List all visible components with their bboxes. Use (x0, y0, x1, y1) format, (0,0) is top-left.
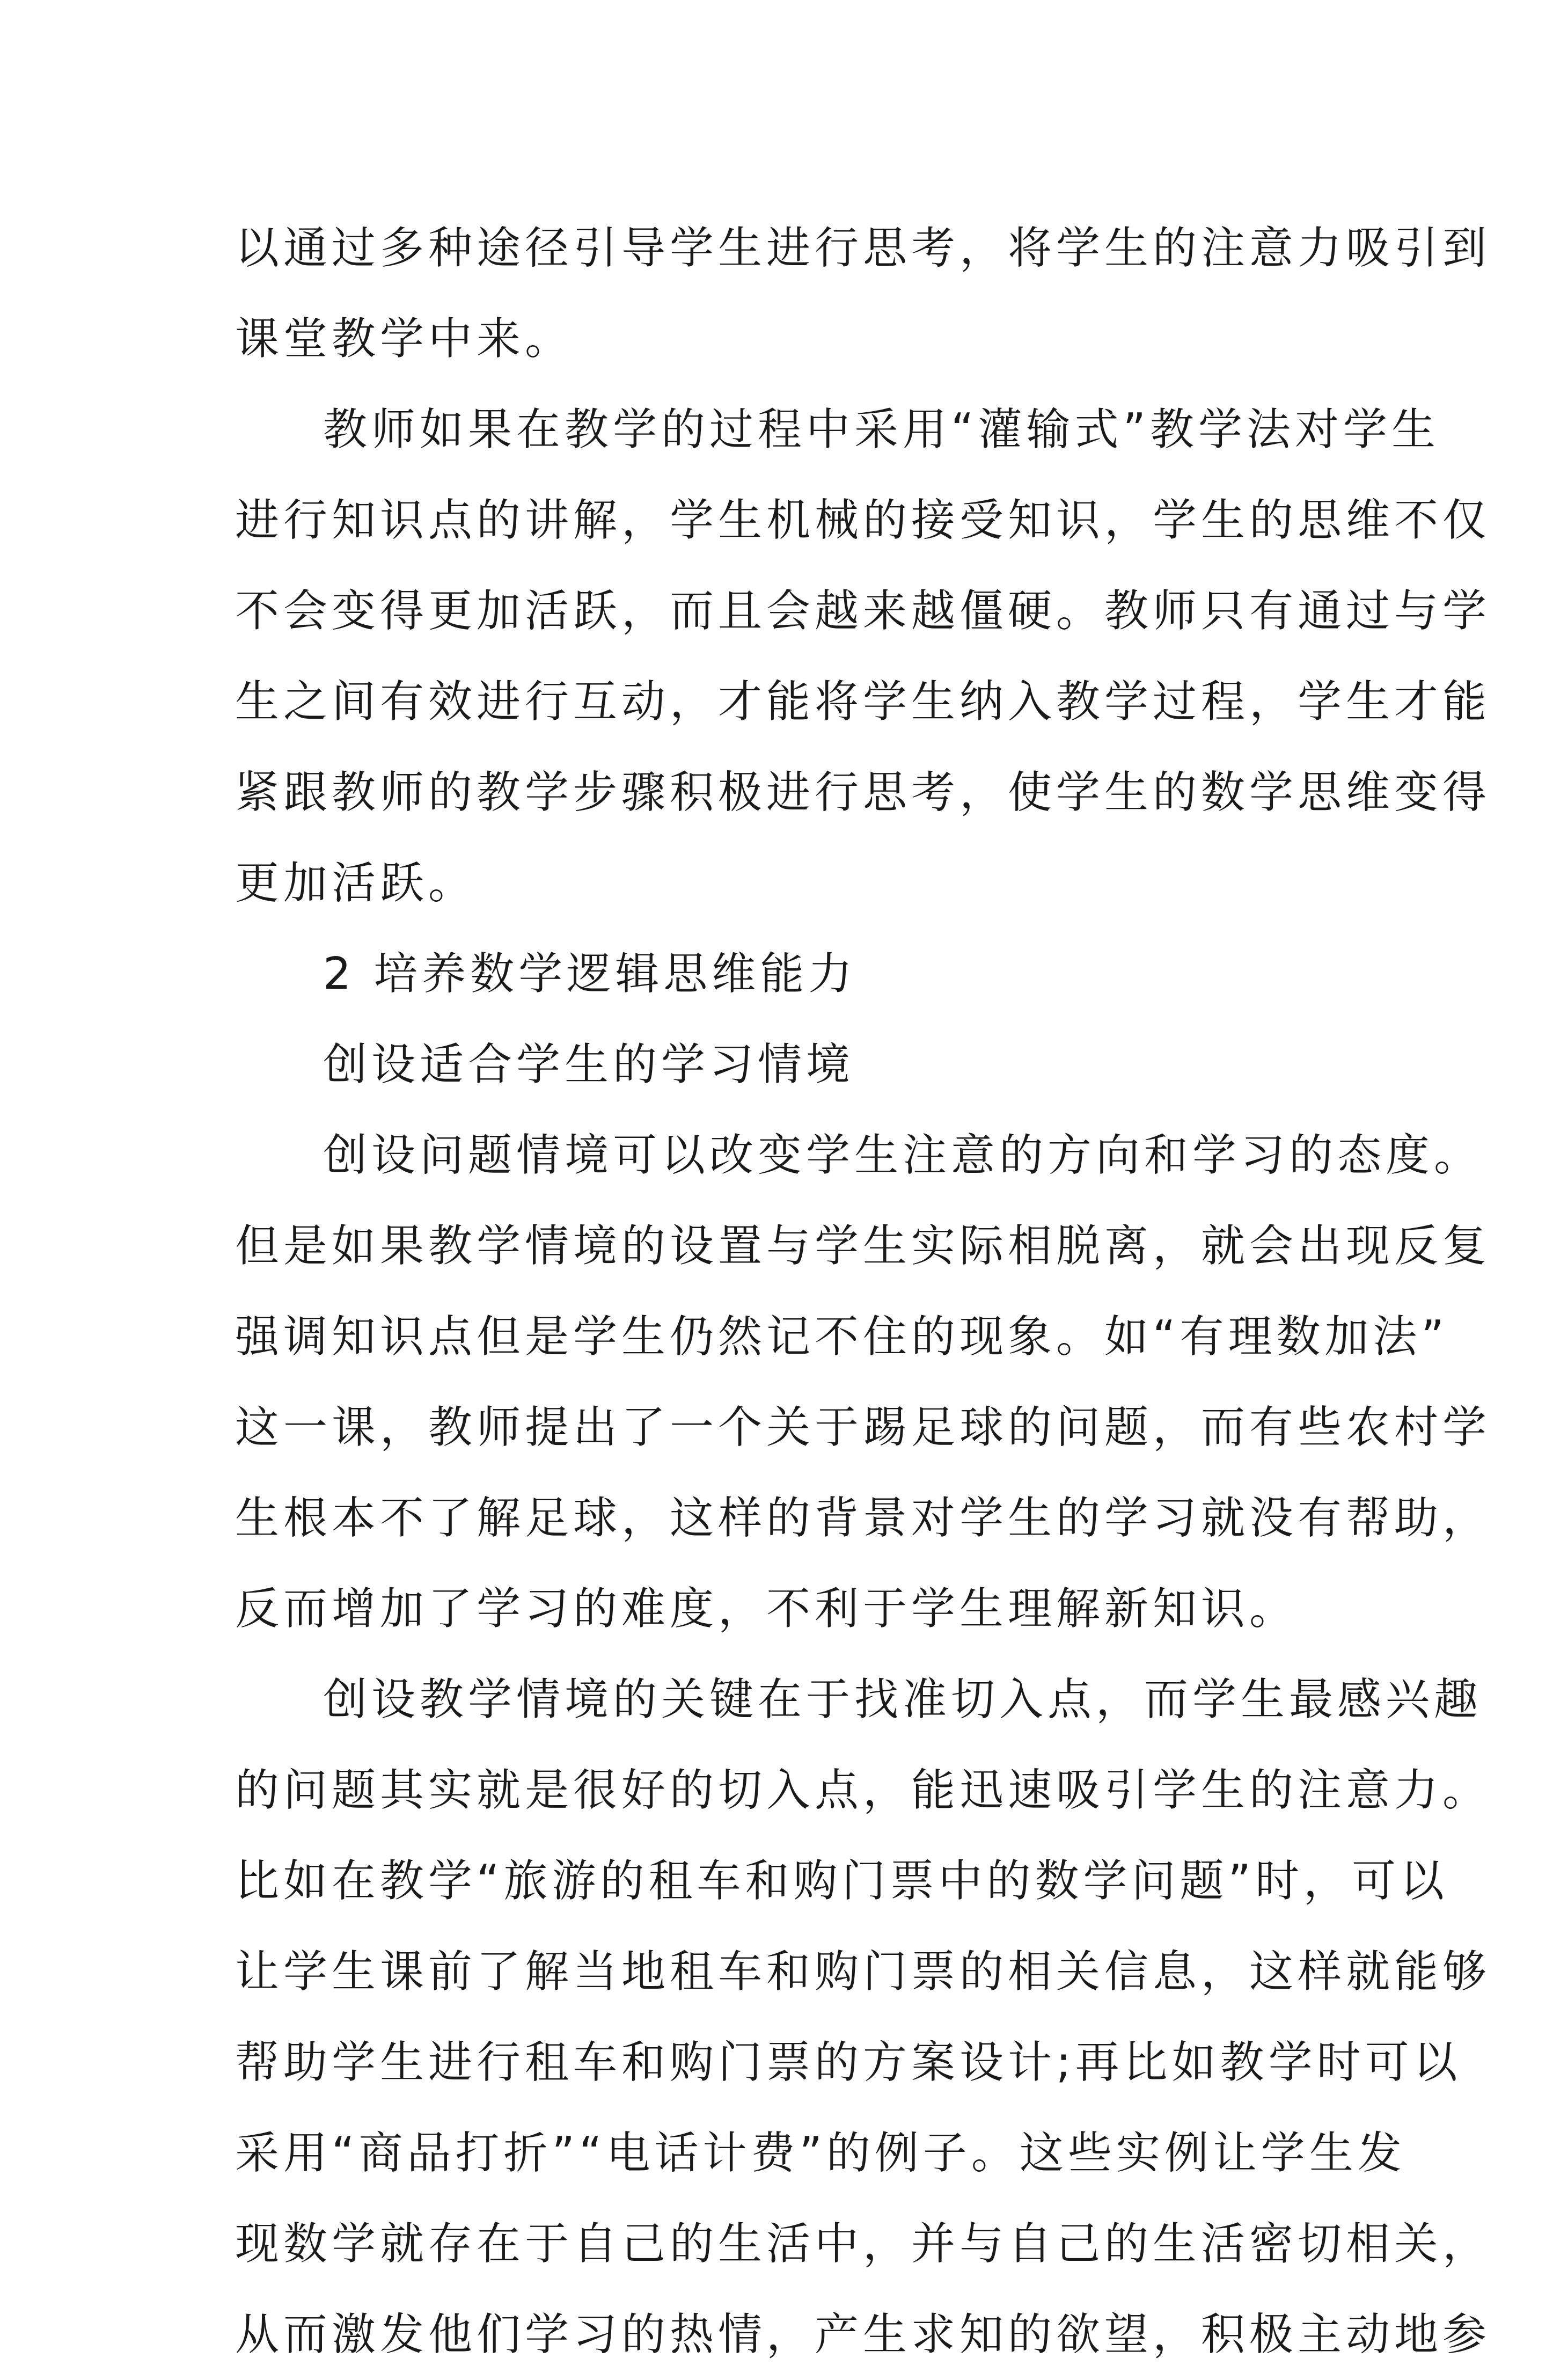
paragraph-line: 创设教学情境的关键在于找准切入点，而学生最感兴趣 (323, 1674, 1483, 1725)
paragraph-line: 这一课，教师提出了一个关于踢足球的问题，而有些农村学 (235, 1402, 1491, 1453)
paragraph-line: 的问题其实就是很好的切入点，能迅速吸引学生的注意力。 (235, 1765, 1491, 1816)
paragraph-line: 让学生课前了解当地租车和购门票的相关信息，这样就能够 (235, 1946, 1491, 1997)
paragraph-line: 帮助学生进行租车和购门票的方案设计;再比如教学时可以 (235, 2037, 1462, 2088)
paragraph-line: 进行知识点的讲解，学生机械的接受知识，学生的思维不仅 (235, 495, 1491, 546)
paragraph-line: 生根本不了解足球，这样的背景对学生的学习就没有帮助， (235, 1493, 1491, 1544)
paragraph-line: 课堂教学中来。 (235, 313, 574, 364)
paragraph-line: 反而增加了学习的难度，不利于学生理解新知识。 (235, 1583, 1298, 1634)
paragraph-line: 现数学就存在于自己的生活中，并与自己的生活密切相关， (235, 2218, 1491, 2269)
paragraph-line: 更加活跃。 (235, 858, 477, 909)
paragraph-line: 比如在教学“旅游的租车和购门票中的数学问题”时，可以 (235, 1856, 1448, 1907)
paragraph-line: 以通过多种途径引导学生进行思考，将学生的注意力吸引到 (235, 223, 1491, 274)
paragraph-line: 但是如果教学情境的设置与学生实际相脱离，就会出现反复 (235, 1221, 1491, 1272)
subsection-heading: 创设适合学生的学习情境 (323, 1039, 855, 1090)
section-heading: 2 培养数学逻辑思维能力 (323, 948, 857, 999)
paragraph-line: 教师如果在教学的过程中采用“灌输式”教学法对学生 (323, 404, 1440, 455)
paragraph-line: 不会变得更加活跃，而且会越来越僵硬。教师只有通过与学 (235, 586, 1491, 637)
paragraph-line: 采用“商品打折”“电话计费”的例子。这些实例让学生发 (235, 2128, 1406, 2179)
paragraph-line: 紧跟教师的教学步骤积极进行思考，使学生的数学思维变得 (235, 767, 1491, 818)
paragraph-line: 创设问题情境可以改变学生注意的方向和学习的态度。 (323, 1130, 1483, 1181)
paragraph-line: 从而激发他们学习的热情，产生求知的欲望，积极主动地参 (235, 2309, 1491, 2360)
paragraph-line: 强调知识点但是学生仍然记不住的现象。如“有理数加法” (235, 1311, 1448, 1362)
paragraph-line: 生之间有效进行互动，才能将学生纳入教学过程，学生才能 (235, 676, 1491, 727)
document-body (235, 203, 1491, 2380)
